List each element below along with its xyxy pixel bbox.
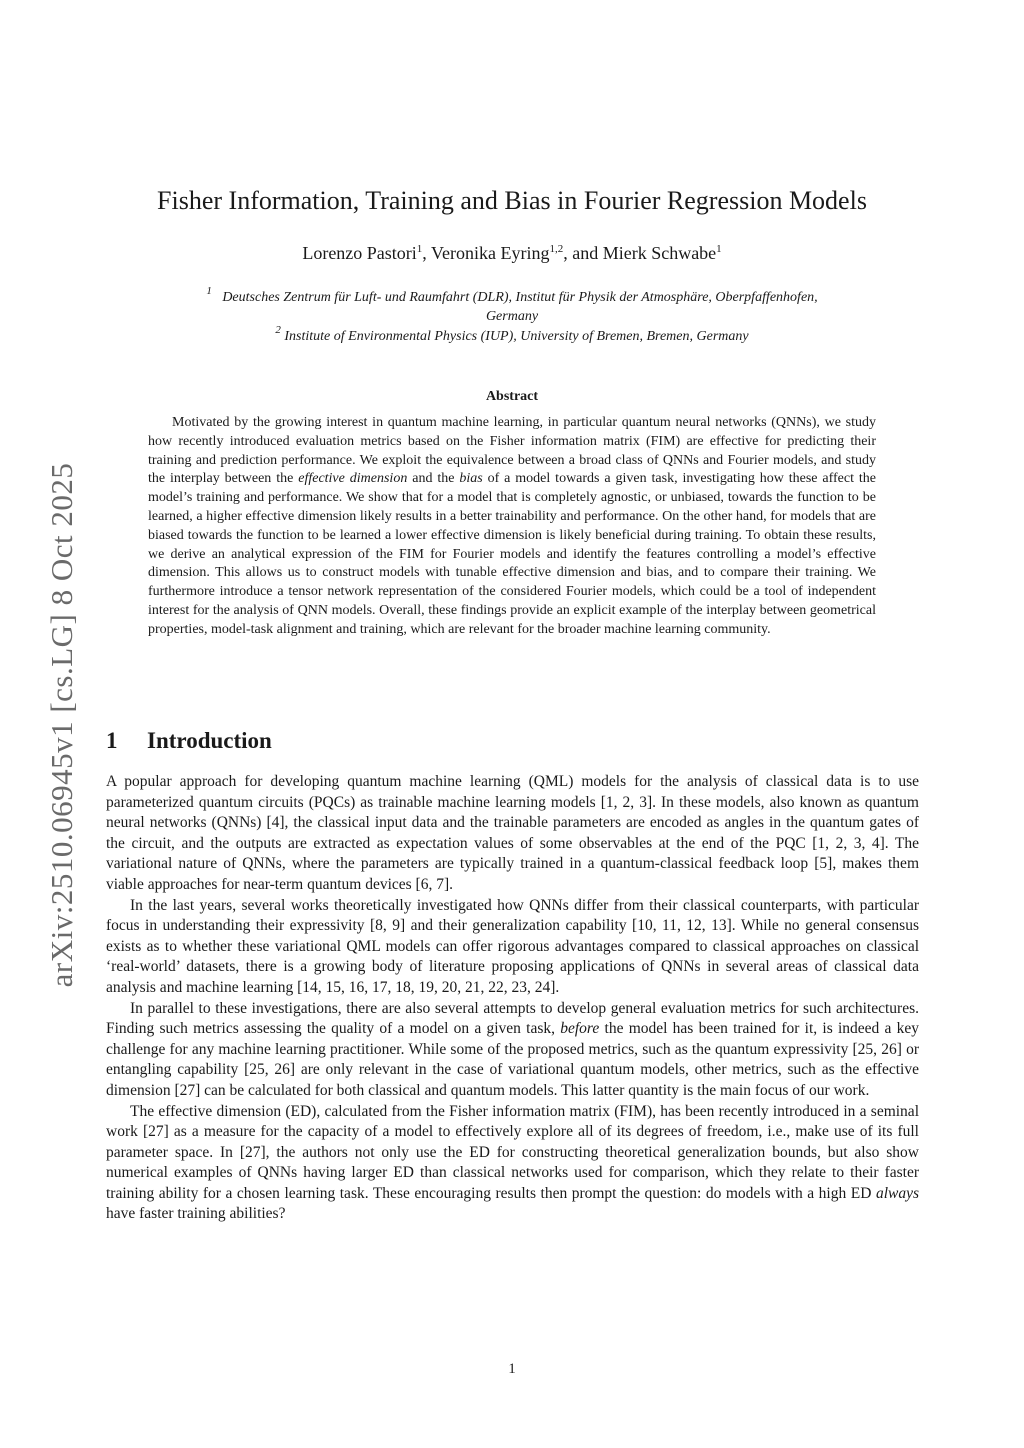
paper-title: Fisher Information, Training and Bias in Fourier Regression Models — [157, 186, 867, 215]
author-name: Mierk Schwabe — [602, 243, 717, 263]
abstract-segment: Motivated by the growing interest in quantum machine learning, in particular quantum neural networks (QNNs), we study how recently introduced evaluation metrics based on the Fisher information matrix (FIM) are effective for predicting their training and prediction performance. We exploit the equivalence between a broad class of QNNs and Fourier models, and study the interplay between the — [148, 415, 876, 487]
author-name: Veronika Eyring — [430, 243, 550, 263]
abstract-emphasis: bias — [459, 471, 483, 487]
paragraph — [106, 1102, 919, 1226]
author-separator: , — [422, 243, 431, 263]
body-text — [106, 772, 919, 1225]
author-name: Lorenzo Pastori — [302, 243, 417, 263]
affiliation-number: 1 — [206, 285, 212, 297]
author-separator: , and — [563, 243, 603, 263]
paragraph: A popular approach for developing quantum machine learning (QML) models for the analysis of classical data is to use parameterized quantum circuits (PQCs) as trainable machine learning models [1, 2, 3]. In these models, also known as quantum neural networks (QNNs) [4], the classical input data and the trainable parameters are encoded as angles in the quantum gates of the circuit, and the outputs are extracted as expectation values of some observables at the end of the PQC [1, 2, 3, 4]. The variational nature of QNNs, where the parameters are typically trained in a quantum-classical feedback loop [5], makes them viable approaches for near-term quantum devices [6, 7]. — [106, 773, 919, 893]
abstract-heading: Abstract — [485, 389, 539, 404]
affiliation-marker: 1 — [416, 243, 423, 255]
affiliation-number: 2 — [275, 324, 281, 336]
author-list — [0, 243, 1024, 264]
arxiv-identifier: arXiv:2510.06945v1 [cs.LG] 8 Oct 2025 — [44, 462, 79, 988]
paragraph: In the last years, several works theoretically investigated how QNNs differ from their classical counterparts, with particular focus in understanding their expressivity [8, 9] and their generalization capability [10, 11, 12, 13]. While no general consensus exists as to whether these variational QML models can offer rigorous advantages compared to classical approaches on classical ‘real-world’ datasets, there is a growing body of literature proposing applications of QNNs in several areas of classical data analysis and machine learning [14, 15, 16, 17, 18, 19, 20, 21, 22, 23, 24]. — [106, 896, 919, 996]
affiliation-2 — [0, 324, 1024, 346]
section-heading — [106, 728, 272, 754]
abstract-segment: of a model towards a given task, investigating how these affect the model’s training and performance. We show that for a model that is completely agnostic, or unbiased, towards the function to be learned, a higher effective dimension likely results in a better trainability and performance. On the other hand, for models that are biased towards the function to be learned a lower effective dimension is likely beneficial during training. To obtain these results, we derive an analytical expression of the FIM for Fourier models and identify the features controlling a model’s effective dimension. This allows us to construct models with tunable effective dimension and bias, and to compare their training. We furthermore introduce a tensor network representation of the considered Fourier models, which could be a tool of independent interest for the analysis of QNN models. Overall, these findings provide an explicit example of the interplay between geometrical properties, model-task alignment and training, which are relevant for the broader machine learning community. — [148, 471, 877, 637]
section-number: 1 — [106, 728, 118, 753]
affiliation-marker: 1,2 — [549, 243, 564, 255]
affiliation-1 — [0, 285, 1024, 326]
affiliation-marker: 1 — [716, 243, 722, 255]
abstract-segment: and the — [407, 471, 460, 487]
affiliation-text: Institute of Environmental Physics (IUP), University of Bremen, Bremen, Germany — [284, 329, 749, 344]
paragraph-segment: In parallel to these investigations, there are also several attempts to develop general evaluation metrics for such architectures. Finding such metrics assessing the quality of a model on a given task, — [106, 999, 919, 1038]
abstract-text — [148, 414, 876, 640]
paragraph-emphasis: always — [875, 1184, 919, 1202]
affiliation-text: Deutsches Zentrum für Luft- und Raumfahrt (DLR), Institut für Physik der Atmosphäre, Oberpfaffenhofen, — [222, 290, 818, 305]
paragraph-emphasis: before — [560, 1020, 600, 1038]
affiliation-text-continued: Germany — [485, 309, 539, 324]
abstract-emphasis: effective dimension — [298, 471, 408, 487]
section-title: Introduction — [147, 728, 272, 753]
page-number: 1 — [508, 1361, 516, 1377]
paragraph — [106, 999, 919, 1102]
paragraph-segment: the model has been trained for it, is indeed a key challenge for any machine learning practitioner. While some of the proposed metrics, such as the quantum expressivity [25, 26] or entangling capability [25, 26] are only relevant in the case of variational quantum models, other metrics, such as the effective dimension [27] can be calculated for both classical and quantum models. This latter quantity is the main focus of our work. — [106, 1020, 920, 1099]
paragraph-segment: have faster training abilities? — [106, 1205, 286, 1223]
paragraph-segment: The effective dimension (ED), calculated from the Fisher information matrix (FIM), has been recently introduced in a seminal work [27] as a measure for the capacity of a model to effectively explore all of its degrees of freedom, i.e., make use of its full parameter space. In [27], the authors not only use the ED for constructing theoretical generalization bounds, but also show numerical examples of QNNs having larger ED than classical networks used for comparison, which they relate to their faster training ability for a chosen learning task. These encouraging results then prompt the question: do models with a high ED — [106, 1102, 919, 1202]
